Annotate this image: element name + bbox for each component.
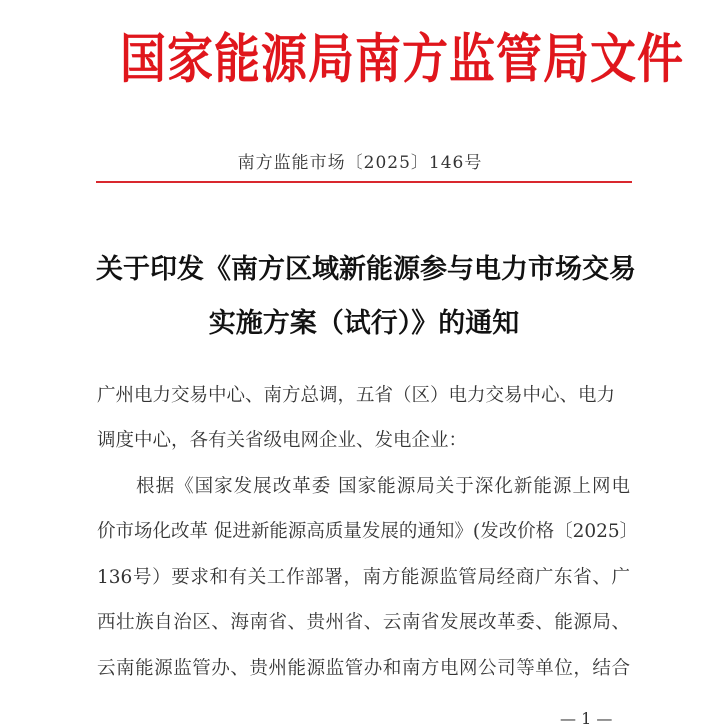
page-number: — 1 — (560, 709, 613, 728)
body-line: 价市场化改革 促进新能源高质量发展的通知》(发改价格〔2025〕 (97, 521, 639, 542)
body-line: 136号）要求和有关工作部署，南方能源监管局经商广东省、广 (97, 567, 630, 588)
body-line: 调度中心，各有关省级电网企业、发电企业： (97, 430, 468, 451)
body-line: 西壮族自治区、海南省、贵州省、云南省发展改革委、能源局、 (97, 612, 630, 633)
body-line: 广州电力交易中心、南方总调，五省（区）电力交易中心、电力 (97, 385, 616, 406)
issuer-header: 国家能源局南方监管局文件 (120, 27, 684, 90)
document-title-line-2: 实施方案（试行）》的通知 (208, 308, 520, 339)
document-number: 南方监能市场〔2025〕146号 (237, 153, 483, 173)
body-line: 根据《国家发展改革委 国家能源局关于深化新能源上网电 (97, 476, 630, 497)
body-line: 云南能源监管办、贵州能源监管办和南方电网公司等单位，结合 (97, 658, 630, 679)
document-title-line-1: 关于印发《南方区域新能源参与电力市场交易 (96, 254, 636, 285)
red-divider (96, 181, 632, 183)
